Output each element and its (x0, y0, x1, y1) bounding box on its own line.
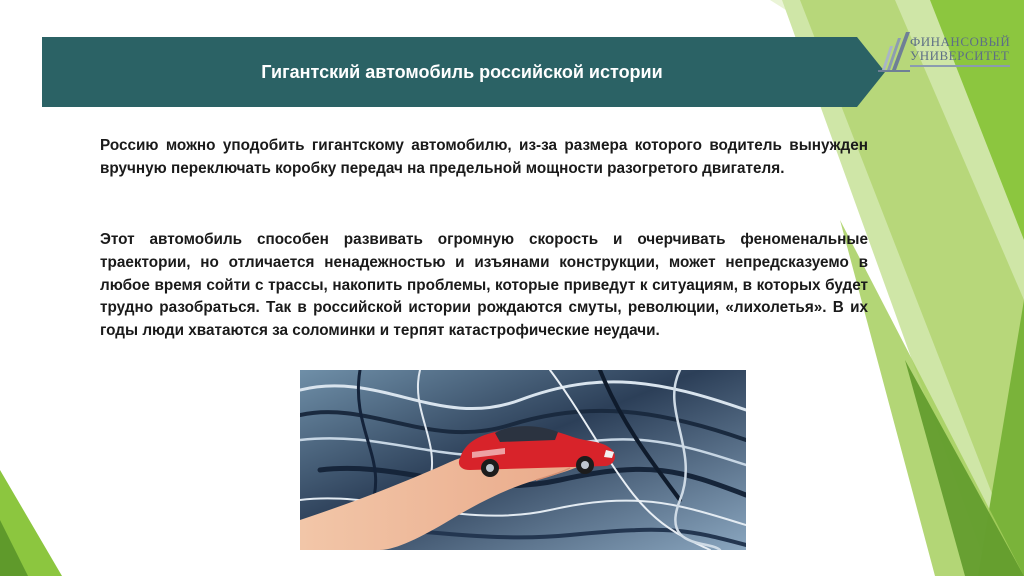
paragraph-1: Россию можно уподобить гигантскому автомобилю, из-за размера которого водитель вынужден вручную переключать коробку передач на предельной мощности разогретого двигателя. (100, 137, 868, 177)
logo-underline (910, 65, 1010, 67)
logo-text-line1: ФИНАНСОВЫЙ (910, 34, 1011, 49)
paragraph-2: Этот автомобиль способен развивать огромную скорость и очерчивать феноменальные траектории, но отличается ненадежностью и изъянами конструкции, может непредсказуемо в любое время сойти с трассы, накопить проблемы, которые приведут к ситуациям, в которых будет трудно разобраться. Так в российской истории рождаются смуты, революции, «лихолетья». В их годы люди хватаются за соломинки и терпят катастрофические неудачи. (100, 231, 868, 340)
university-logo (876, 30, 1016, 74)
university-logo-icon (876, 30, 912, 74)
slide-title: Гигантский автомобиль российской истории (261, 61, 663, 82)
hand-holding-car-image (300, 370, 746, 550)
logo-text-line2: УНИВЕРСИТЕТ (910, 48, 1010, 63)
